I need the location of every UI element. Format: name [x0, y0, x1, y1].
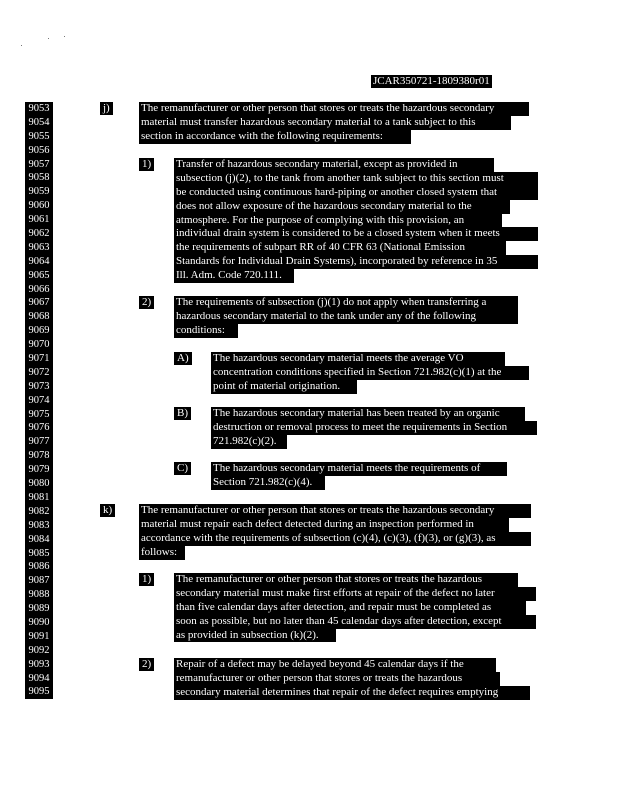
line-number: 9062 [25, 227, 53, 241]
text-line: The hazardous secondary material meets the requirements of [211, 462, 507, 476]
text-line: material must transfer hazardous secondary material to a tank subject to this [139, 116, 511, 130]
paragraph-b [211, 407, 537, 449]
line-number: 9092 [25, 644, 53, 658]
text-line: soon as possible, but no later than 45 calendar days after detection, except [174, 615, 536, 629]
line-number: 9095 [25, 685, 53, 699]
section-marker-j: j) [100, 102, 113, 115]
line-number: 9055 [25, 130, 53, 144]
section-marker-c: C) [174, 462, 191, 475]
line-number: 9059 [25, 185, 53, 199]
line-number: 9074 [25, 394, 53, 408]
scan-speck [64, 36, 65, 37]
line-number: 9068 [25, 310, 53, 324]
text-line: The hazardous secondary material has been treated by an organic [211, 407, 525, 421]
paragraph-j [139, 102, 529, 144]
text-line: The remanufacturer or other person that stores or treats the hazardous secondary [139, 102, 529, 116]
line-number: 9088 [25, 588, 53, 602]
text-line: follows: [139, 546, 185, 560]
scan-speck [48, 38, 49, 39]
line-number: 9064 [25, 255, 53, 269]
paragraph-a [211, 352, 529, 394]
text-line: atmosphere. For the purpose of complying with this provision, an [174, 214, 502, 228]
scan-speck [21, 45, 22, 46]
line-number: 9066 [25, 283, 53, 297]
line-number: 9089 [25, 602, 53, 616]
line-number: 9081 [25, 491, 53, 505]
text-line: destruction or removal process to meet the requirements in Section [211, 421, 537, 435]
line-number: 9084 [25, 533, 53, 547]
line-number: 9085 [25, 547, 53, 561]
text-line: Transfer of hazardous secondary material, except as provided in [174, 158, 494, 172]
line-number: 9090 [25, 616, 53, 630]
line-number: 9065 [25, 269, 53, 283]
line-number: 9077 [25, 435, 53, 449]
line-number: 9057 [25, 158, 53, 172]
text-line: material must repair each defect detected during an inspection performed in [139, 518, 509, 532]
line-number: 9070 [25, 338, 53, 352]
paragraph-j-1 [174, 158, 538, 283]
text-line: be conducted using continuous hard-piping or another closed system that [174, 186, 538, 200]
text-line: secondary material must make first efforts at repair of the defect no later [174, 587, 536, 601]
line-number: 9080 [25, 477, 53, 491]
section-marker-j-2: 2) [139, 296, 154, 309]
text-line: The remanufacturer or other person that stores or treats the hazardous secondary [139, 504, 531, 518]
line-number: 9083 [25, 519, 53, 533]
line-number: 9093 [25, 658, 53, 672]
section-marker-k: k) [100, 504, 115, 517]
text-line: remanufacturer or other person that stores or treats the hazardous [174, 672, 500, 686]
line-number: 9073 [25, 380, 53, 394]
line-number: 9072 [25, 366, 53, 380]
text-line: Repair of a defect may be delayed beyond 45 calendar days if the [174, 658, 496, 672]
text-line: The hazardous secondary material meets the average VO [211, 352, 505, 366]
line-number-column [25, 102, 53, 699]
line-number: 9079 [25, 463, 53, 477]
line-number: 9087 [25, 574, 53, 588]
line-number: 9069 [25, 324, 53, 338]
text-line: as provided in subsection (k)(2). [174, 629, 336, 643]
line-number: 9053 [25, 102, 53, 116]
text-line: Standards for Individual Drain Systems), incorporated by reference in 35 [174, 255, 538, 269]
line-number: 9071 [25, 352, 53, 366]
paragraph-k [139, 504, 531, 560]
text-line: subsection (j)(2), to the tank from another tank subject to this section must [174, 172, 538, 186]
line-number: 9060 [25, 199, 53, 213]
line-number: 9067 [25, 296, 53, 310]
section-marker-b: B) [174, 407, 191, 420]
line-number: 9058 [25, 171, 53, 185]
line-number: 9056 [25, 144, 53, 158]
text-line: section in accordance with the following requirements: [139, 130, 411, 144]
text-line: The remanufacturer or other person that stores or treats the hazardous [174, 573, 518, 587]
line-number: 9076 [25, 421, 53, 435]
line-number: 9078 [25, 449, 53, 463]
text-line: does not allow exposure of the hazardous secondary material to the [174, 200, 510, 214]
paragraph-k-1 [174, 573, 536, 642]
text-line: The requirements of subsection (j)(1) do not apply when transferring a [174, 296, 518, 310]
paragraph-k-2 [174, 658, 530, 700]
text-line: point of material origination. [211, 380, 357, 394]
text-line: than five calendar days after detection, and repair must be completed as [174, 601, 526, 615]
section-marker-j-1: 1) [139, 158, 154, 171]
line-number: 9082 [25, 505, 53, 519]
text-line: secondary material determines that repair of the defect requires emptying [174, 686, 530, 700]
line-number: 9063 [25, 241, 53, 255]
paragraph-c [211, 462, 507, 490]
text-line: concentration conditions specified in Section 721.982(c)(1) at the [211, 366, 529, 380]
paragraph-j-2 [174, 296, 518, 338]
document-id: JCAR350721-1809380r01 [373, 75, 490, 87]
line-number: 9094 [25, 672, 53, 686]
text-line: Section 721.982(c)(4). [211, 476, 325, 490]
section-marker-k-1: 1) [139, 573, 154, 586]
section-marker-a: A) [174, 352, 192, 365]
text-line: hazardous secondary material to the tank under any of the following [174, 310, 518, 324]
text-line: accordance with the requirements of subsection (c)(4), (c)(3), (f)(3), or (g)(3), as [139, 532, 531, 546]
line-number: 9091 [25, 630, 53, 644]
text-line: conditions: [174, 324, 238, 338]
line-number: 9054 [25, 116, 53, 130]
line-number: 9061 [25, 213, 53, 227]
section-marker-k-2: 2) [139, 658, 154, 671]
text-line: 721.982(c)(2). [211, 435, 287, 449]
text-line: individual drain system is considered to be a closed system when it meets [174, 227, 538, 241]
text-line: the requirements of subpart RR of 40 CFR 63 (National Emission [174, 241, 506, 255]
text-line: Ill. Adm. Code 720.111. [174, 269, 294, 283]
line-number: 9086 [25, 560, 53, 574]
line-number: 9075 [25, 408, 53, 422]
